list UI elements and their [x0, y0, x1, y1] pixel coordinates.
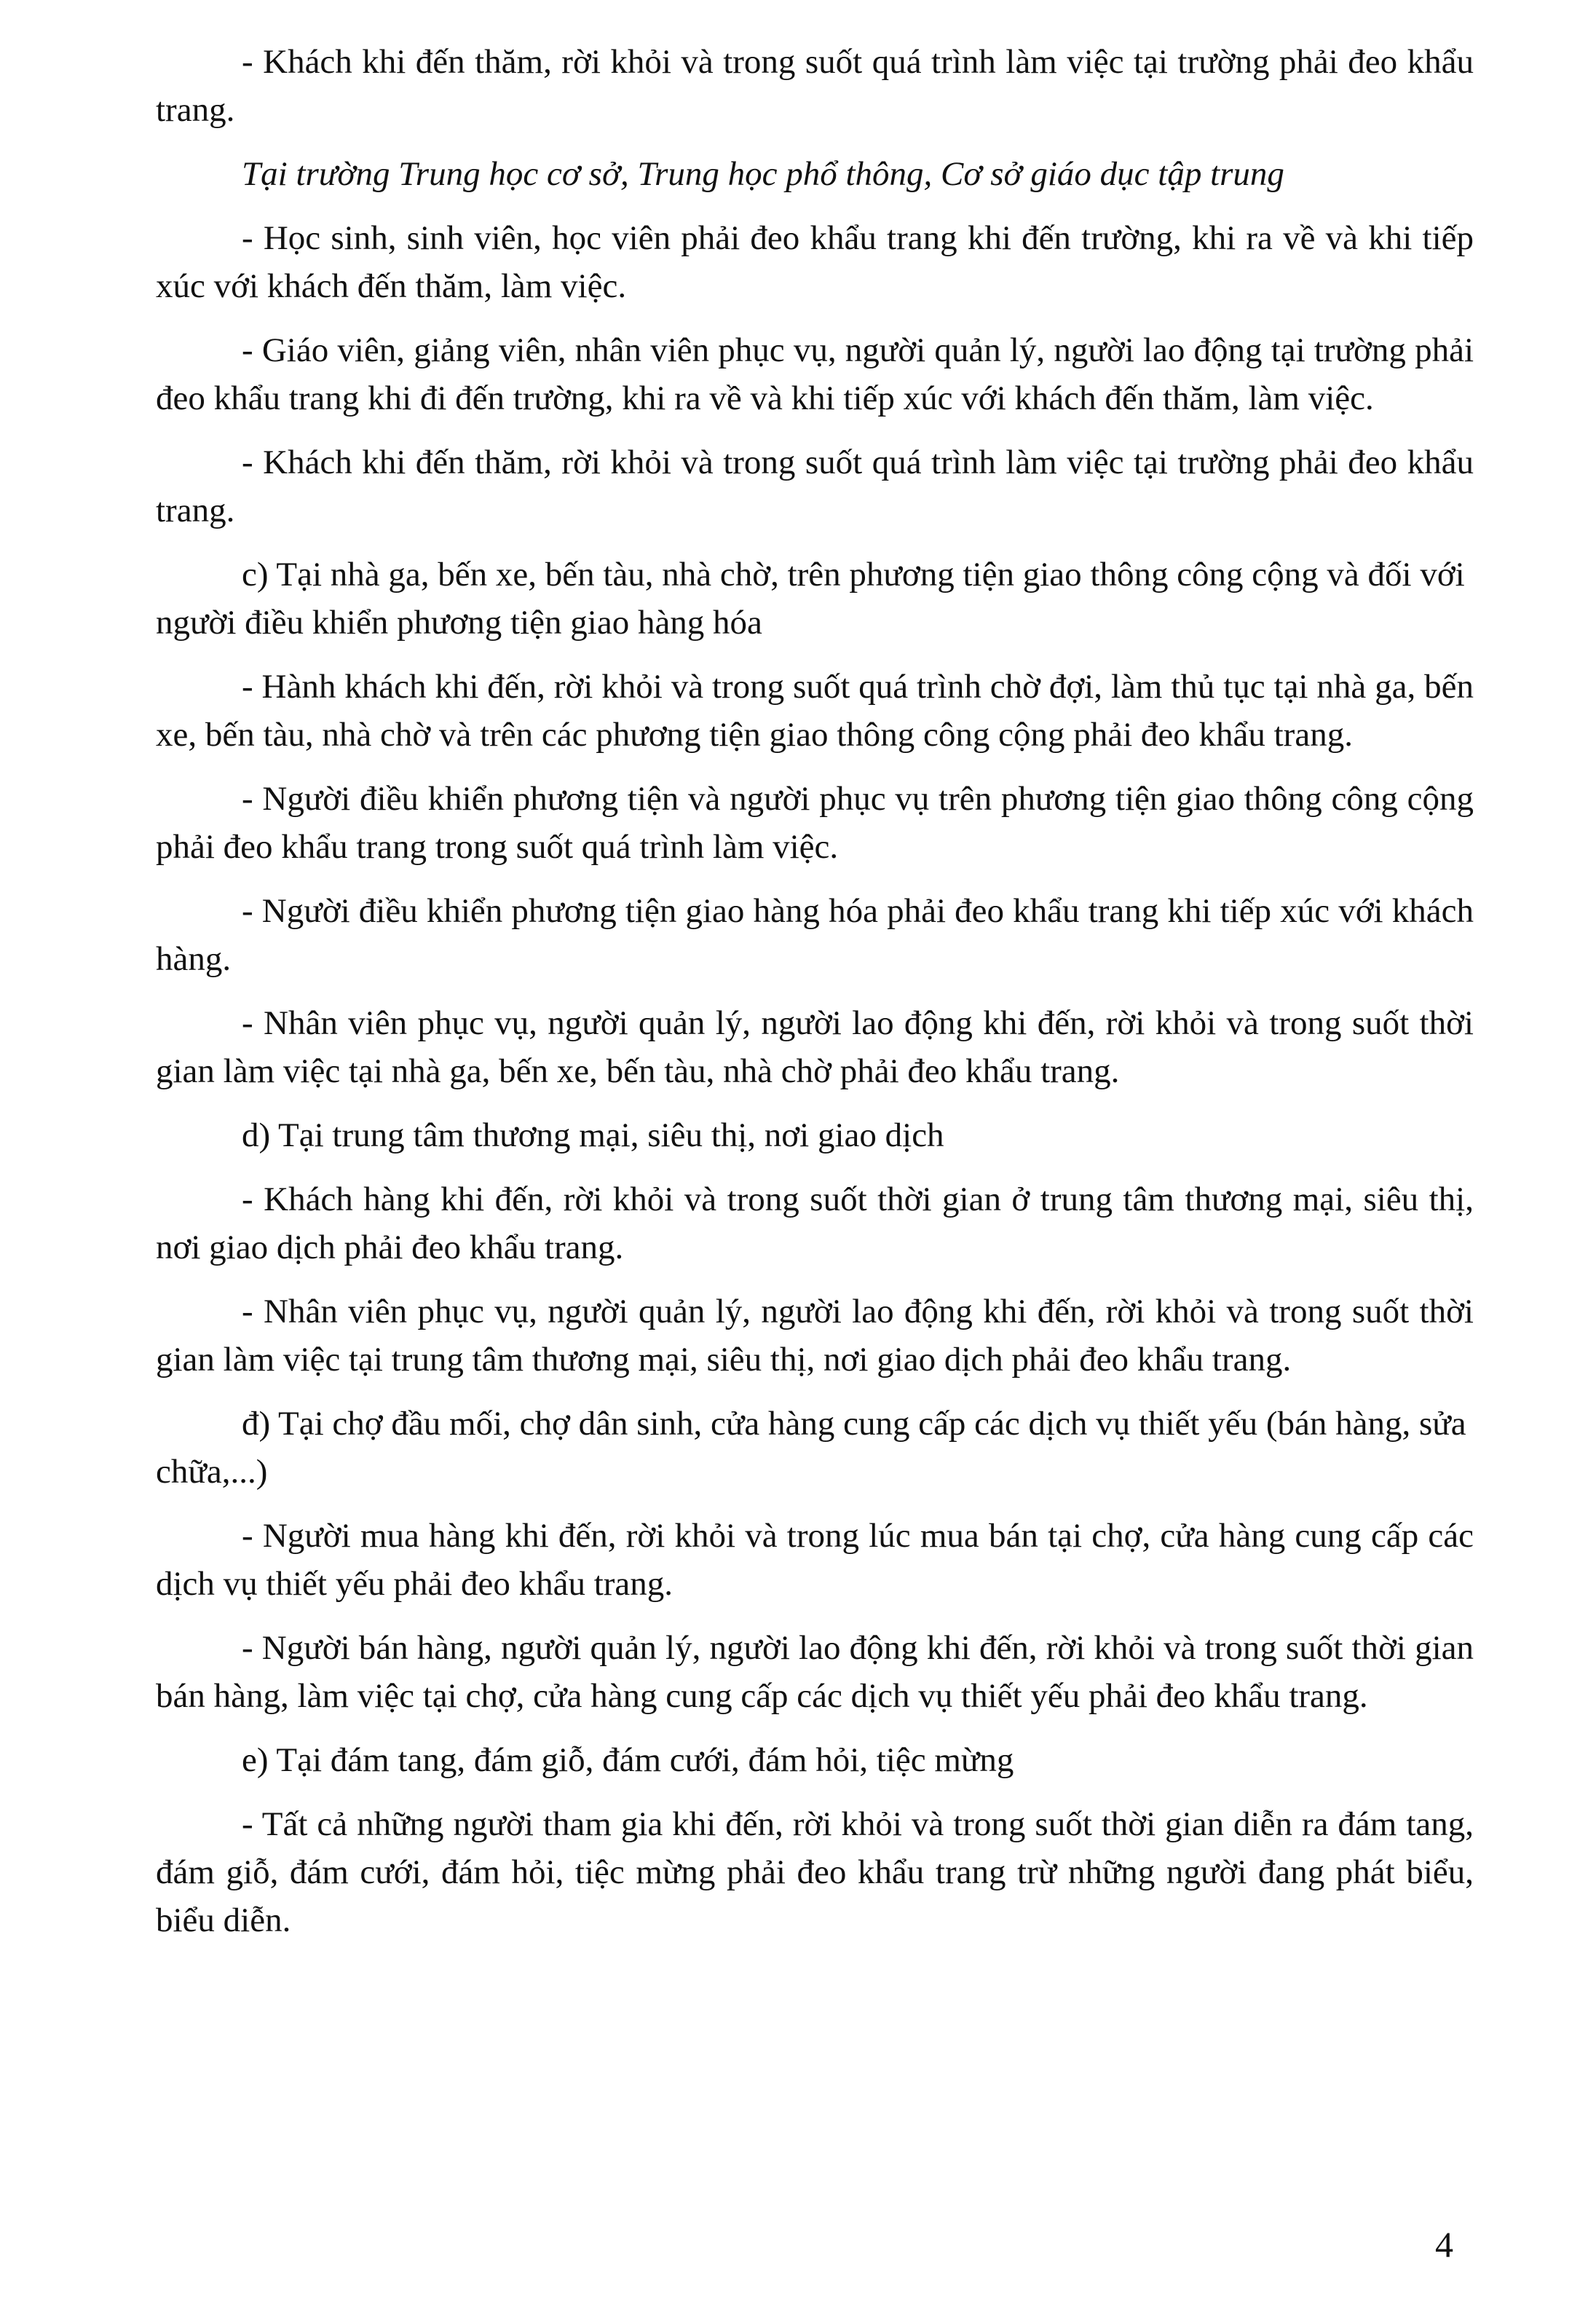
paragraph-passengers: - Hành khách khi đến, rời khỏi và trong suốt quá trình chờ đợi, làm thủ tục tại nhà ga, bến xe, bến tàu, nhà chờ và trên các phương tiện giao thông công cộng phải đeo khẩu trang.: [156, 668, 1474, 754]
section-subheading-secondary-schools: Tại trường Trung học cơ sở, Trung học phổ thông, Cơ sở giáo dục tập trung: [242, 155, 1284, 193]
paragraph-commerce-staff: - Nhân viên phục vụ, người quản lý, người lao động khi đến, rời khỏi và trong suốt thời gian làm việc tại trung tâm thương mại, siêu thị, nơi giao dịch phải đeo khẩu trang.: [156, 1293, 1474, 1379]
section-heading-dd-markets: đ) Tại chợ đầu mối, chợ dân sinh, cửa hàng cung cấp các dịch vụ thiết yếu (bán hàng, sửa chữa,...): [156, 1405, 1466, 1491]
paragraph-ceremony-attendees: - Tất cả những người tham gia khi đến, rời khỏi và trong suốt thời gian diễn ra đám tang, đám giỗ, đám cưới, đám hỏi, tiệc mừng phải đeo khẩu trang trừ những người đang phát biểu, biểu diễn.: [156, 1805, 1474, 1939]
paragraph-station-staff: - Nhân viên phục vụ, người quản lý, người lao động khi đến, rời khỏi và trong suốt thời gian làm việc tại nhà ga, bến xe, bến tàu, nhà chờ phải đeo khẩu trang.: [156, 1004, 1474, 1090]
paragraph-teachers-staff: - Giáo viên, giảng viên, nhân viên phục vụ, người quản lý, người lao động tại trường phải đeo khẩu trang khi đi đến trường, khi ra về và khi tiếp xúc với khách đến thăm, làm việc.: [156, 331, 1474, 417]
paragraph-buyers: - Người mua hàng khi đến, rời khỏi và trong lúc mua bán tại chợ, cửa hàng cung cấp các dịch vụ thiết yếu phải đeo khẩu trang.: [156, 1517, 1474, 1603]
paragraph-visitor-school: - Khách khi đến thăm, rời khỏi và trong suốt quá trình làm việc tại trường phải đeo khẩu trang.: [156, 43, 1474, 129]
section-heading-c-transport: c) Tại nhà ga, bến xe, bến tàu, nhà chờ, trên phương tiện giao thông công cộng và đối với người điều khiển phương tiện giao hàng hóa: [156, 556, 1465, 642]
paragraph-delivery-drivers: - Người điều khiển phương tiện giao hàng hóa phải đeo khẩu trang khi tiếp xúc với khách hàng.: [156, 892, 1474, 978]
section-heading-e-ceremonies: e) Tại đám tang, đám giỗ, đám cưới, đám hỏi, tiệc mừng: [242, 1741, 1014, 1779]
section-heading-d-commerce: d) Tại trung tâm thương mại, siêu thị, nơi giao dịch: [242, 1116, 944, 1154]
page-number: 4: [1435, 2224, 1453, 2265]
document-body: [156, 38, 1474, 1960]
paragraph-customers: - Khách hàng khi đến, rời khỏi và trong suốt thời gian ở trung tâm thương mại, siêu thị, nơi giao dịch phải đeo khẩu trang.: [156, 1180, 1474, 1266]
paragraph-students: - Học sinh, sinh viên, học viên phải đeo khẩu trang khi đến trường, khi ra về và khi tiếp xúc với khách đến thăm, làm việc.: [156, 219, 1474, 305]
paragraph-drivers-public-transport: - Người điều khiển phương tiện và người phục vụ trên phương tiện giao thông công cộng phải đeo khẩu trang trong suốt quá trình làm việc.: [156, 780, 1474, 866]
paragraph-visitor-school-2: - Khách khi đến thăm, rời khỏi và trong suốt quá trình làm việc tại trường phải đeo khẩu trang.: [156, 443, 1474, 529]
paragraph-sellers: - Người bán hàng, người quản lý, người lao động khi đến, rời khỏi và trong suốt thời gian bán hàng, làm việc tại chợ, cửa hàng cung cấp các dịch vụ thiết yếu phải đeo khẩu trang.: [156, 1629, 1474, 1715]
